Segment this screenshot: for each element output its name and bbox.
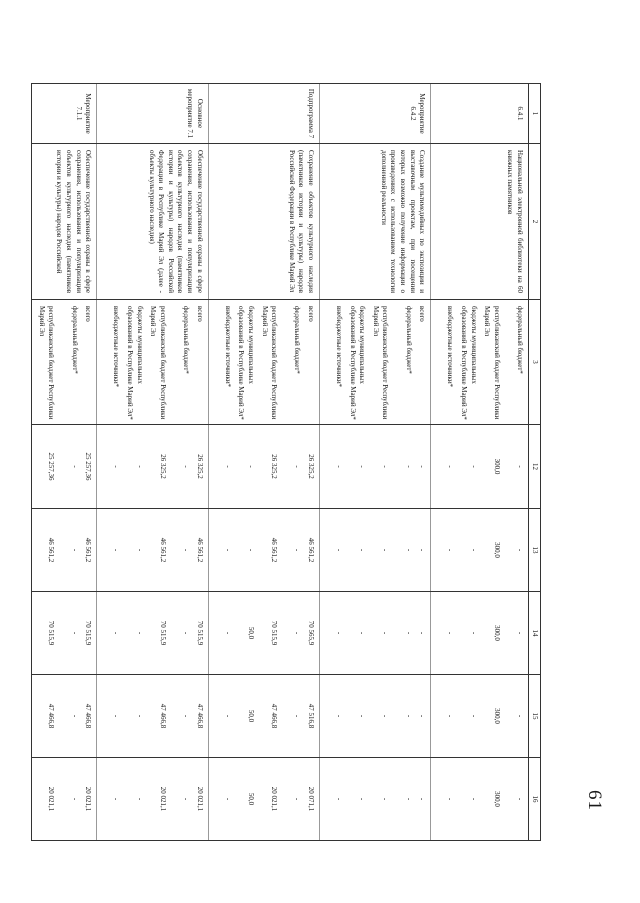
funding-source: всего	[195, 306, 204, 322]
row-code: Мероприятие 6.4.2	[319, 84, 430, 144]
year-values	[97, 592, 208, 675]
value-cell: 26 325,2	[158, 454, 167, 479]
year-values	[32, 592, 97, 675]
year-values	[431, 675, 529, 758]
value-cell: -	[135, 714, 144, 718]
header-row	[529, 84, 541, 841]
value-cell: 300,0	[492, 542, 501, 558]
value-cell: 70 515,9	[158, 620, 167, 646]
value-cell: -	[112, 548, 121, 552]
year-values	[97, 509, 208, 592]
value-cell: -	[418, 797, 427, 801]
value-cell: 300,0	[492, 458, 501, 475]
value-cell: -	[70, 714, 79, 718]
year-values	[319, 592, 430, 675]
year-values	[208, 592, 319, 675]
value-cell: 20 071,1	[306, 786, 315, 812]
value-cell: -	[381, 548, 390, 552]
value-cell: 20 021,1	[84, 786, 93, 812]
funding-source: республиканский бюджет Республики Марий Эл	[149, 306, 167, 420]
value-cell: 70 515,9	[84, 620, 93, 646]
budget-table	[31, 83, 541, 841]
value-cell: 70 565,9	[306, 620, 315, 646]
year-values	[431, 509, 529, 592]
year-values	[208, 675, 319, 758]
funding-source: федеральный бюджет*	[404, 306, 413, 374]
value-cell: -	[70, 797, 79, 801]
value-cell: 70 515,9	[270, 620, 279, 646]
year-values	[32, 509, 97, 592]
table-row	[319, 84, 430, 841]
funding-sources	[319, 300, 430, 425]
value-cell: -	[446, 797, 455, 801]
funding-source: всего	[306, 306, 315, 322]
value-cell: -	[112, 797, 121, 801]
funding-source: республиканский бюджет Республики Марий Эл	[37, 306, 56, 420]
value-cell: -	[516, 797, 524, 801]
header-cell: 13	[529, 509, 541, 592]
value-cell: -	[181, 465, 190, 468]
value-cell: -	[469, 631, 478, 635]
funding-source: республиканский бюджет Республики Марий Эл	[371, 306, 390, 420]
value-cell: -	[181, 714, 190, 718]
value-cell: 300,0	[492, 625, 501, 641]
value-cell: -	[223, 465, 232, 468]
funding-source: бюджеты муниципальных образований в Республике Марий Эл*	[348, 306, 367, 420]
page-number: 61	[584, 790, 605, 811]
value-cell: -	[418, 548, 427, 552]
value-cell: -	[223, 797, 232, 801]
value-cell: -	[112, 631, 121, 635]
value-cell: -	[381, 465, 390, 468]
value-cell: -	[223, 631, 232, 635]
value-cell: 26 325,2	[270, 454, 279, 479]
value-cell: 47 466,8	[158, 703, 167, 729]
funding-sources	[97, 300, 208, 425]
funding-source: бюджеты муниципальных образований в Республике Марий Эл*	[126, 306, 144, 420]
value-cell: -	[469, 714, 478, 718]
header-cell: 14	[529, 592, 541, 675]
value-cell: -	[381, 631, 390, 635]
value-cell: -	[223, 714, 232, 718]
value-cell: -	[293, 548, 302, 552]
value-cell: -	[418, 631, 427, 635]
funding-source: федеральный бюджет*	[293, 306, 302, 374]
value-cell: -	[293, 465, 302, 468]
funding-source: внебюджетные источники*	[446, 306, 455, 388]
funding-source: внебюджетные источники*	[335, 306, 344, 388]
value-cell: -	[404, 797, 413, 801]
value-cell: -	[418, 714, 427, 718]
value-cell: -	[358, 631, 367, 635]
year-values	[431, 758, 529, 841]
funding-source: федеральный бюджет*	[70, 306, 79, 374]
value-cell: 47 466,8	[84, 703, 93, 729]
value-cell: -	[469, 548, 478, 552]
value-cell: -	[70, 631, 79, 635]
row-code: 6.4.1	[431, 84, 529, 144]
row-name: Национальной электронной библиотеки на 60 книжных памятников	[431, 144, 529, 300]
year-values	[97, 758, 208, 841]
value-cell: -	[223, 548, 232, 552]
header-cell: 2	[529, 144, 541, 300]
value-cell: -	[516, 548, 524, 552]
year-values	[319, 509, 430, 592]
value-cell: -	[404, 465, 413, 468]
year-values	[32, 425, 97, 509]
value-cell: 20 021,1	[270, 786, 279, 812]
value-cell: -	[293, 797, 302, 801]
year-values	[208, 425, 319, 509]
year-values	[431, 425, 529, 509]
value-cell: -	[358, 714, 367, 718]
value-cell: -	[135, 548, 144, 552]
value-cell: -	[358, 548, 367, 552]
value-cell: -	[446, 465, 455, 468]
value-cell: 300,0	[492, 708, 501, 724]
value-cell: 70 515,9	[195, 620, 204, 646]
funding-source: всего	[84, 306, 93, 322]
value-cell: -	[516, 714, 524, 718]
value-cell: 20 021,1	[158, 786, 167, 812]
value-cell: -	[335, 797, 344, 801]
funding-source: внебюджетные источники*	[112, 306, 121, 388]
value-cell: 47 466,8	[270, 703, 279, 729]
value-cell: 25 257,36	[84, 452, 93, 481]
header-cell: 16	[529, 758, 541, 841]
value-cell: -	[516, 465, 524, 468]
value-cell: -	[181, 797, 190, 801]
row-name: Обеспечение государственной охраны в сфере сохранения, использования и популяризации объектов культурного наследия (памятников истории и культуры) народов Российской	[32, 144, 97, 300]
value-cell: -	[469, 465, 478, 468]
value-cell: -	[181, 548, 190, 552]
value-cell: 26 325,2	[195, 454, 204, 479]
value-cell: -	[135, 797, 144, 801]
funding-source: внебюджетные источники*	[223, 306, 232, 388]
table-row	[32, 84, 97, 841]
value-cell: -	[335, 714, 344, 718]
value-cell: -	[358, 465, 367, 468]
value-cell: 46 561,2	[195, 537, 204, 563]
value-cell: 46 561,2	[84, 537, 93, 563]
value-cell: -	[70, 548, 79, 552]
funding-source: бюджеты муниципальных образований в Республике Марий Эл*	[237, 306, 255, 420]
year-values	[431, 592, 529, 675]
value-cell: -	[293, 714, 302, 718]
value-cell: -	[418, 465, 427, 468]
funding-sources	[431, 300, 529, 425]
year-values	[208, 758, 319, 841]
value-cell: 50,0	[246, 709, 255, 723]
row-name: Обеспечение государственной охраны в сфере сохранения, использования и популяризации объектов культурного наследия (памятников истории и культуры) народов Российской Федерации в Республике Марий Эл (далее - объекты культурного наследия)	[97, 144, 208, 300]
year-values	[319, 675, 430, 758]
value-cell: -	[404, 714, 413, 718]
value-cell: -	[246, 465, 255, 468]
value-cell: -	[381, 714, 390, 718]
value-cell: 47 516,8	[306, 703, 315, 729]
value-cell: -	[381, 797, 390, 801]
funding-source: всего	[418, 306, 427, 322]
value-cell: -	[446, 714, 455, 718]
value-cell: -	[335, 631, 344, 635]
year-values	[97, 675, 208, 758]
value-cell: -	[246, 548, 255, 552]
table-body	[32, 84, 529, 841]
value-cell: 50,0	[246, 626, 255, 640]
funding-source: республиканский бюджет Республики Марий Эл	[260, 306, 279, 420]
value-cell: -	[135, 465, 144, 468]
row-code: Подпрограмма 7	[208, 84, 319, 144]
year-values	[208, 509, 319, 592]
header-cell: 15	[529, 675, 541, 758]
header-cell: 3	[529, 300, 541, 425]
value-cell: 46 561,2	[270, 537, 279, 563]
year-values	[97, 425, 208, 509]
value-cell: -	[293, 631, 302, 635]
header-cell: 12	[529, 425, 541, 509]
value-cell: 20 021,1	[195, 786, 204, 812]
funding-source: федеральный бюджет*	[516, 306, 524, 374]
year-values	[319, 758, 430, 841]
funding-sources	[208, 300, 319, 425]
value-cell: -	[358, 797, 367, 801]
value-cell: 46 561,2	[47, 537, 56, 563]
row-name: Сохранение объектов культурного наследия (памятников истории и культуры) народов Российской Федерации в Республике Марий Эл	[208, 144, 319, 300]
value-cell: -	[404, 548, 413, 552]
year-values	[32, 758, 97, 841]
value-cell: 300,0	[492, 791, 501, 807]
funding-sources	[32, 300, 97, 425]
value-cell: 47 466,8	[47, 703, 56, 729]
value-cell: 70 515,9	[47, 620, 56, 646]
value-cell: 46 561,2	[158, 537, 167, 563]
funding-source: бюджеты муниципальных образований в Республике Марий Эл*	[460, 306, 478, 420]
row-code: Основное мероприятие 7.1	[97, 84, 208, 144]
value-cell: -	[181, 631, 190, 635]
header-cell: 1	[529, 84, 541, 144]
value-cell: -	[335, 548, 344, 552]
value-cell: -	[335, 465, 344, 468]
value-cell: 20 021,1	[47, 786, 56, 812]
table-row	[431, 84, 529, 841]
funding-source: федеральный бюджет*	[181, 306, 190, 374]
row-code: Мероприятие 7.1.1	[32, 84, 97, 144]
value-cell: 25 257,36	[47, 452, 56, 481]
value-cell: -	[469, 797, 478, 801]
table-row	[97, 84, 208, 841]
value-cell: -	[516, 631, 524, 635]
value-cell: 47 466,8	[195, 703, 204, 729]
year-values	[319, 425, 430, 509]
value-cell: -	[404, 631, 413, 635]
year-values	[32, 675, 97, 758]
value-cell: -	[135, 631, 144, 635]
row-name: Создание мультимедийных по экспозиции и выставочным проектам, при посещении которых возможно получение информации о произведениях с использованием технологии дополненной реальности	[319, 144, 430, 300]
value-cell: 46 561,2	[306, 537, 315, 563]
value-cell: -	[70, 465, 79, 468]
value-cell: 50,0	[246, 792, 255, 806]
value-cell: -	[112, 465, 121, 468]
value-cell: -	[112, 714, 121, 718]
value-cell: -	[446, 631, 455, 635]
funding-source: республиканский бюджет Республики Марий Эл	[483, 306, 501, 420]
value-cell: -	[446, 548, 455, 552]
value-cell: 26 325,2	[306, 454, 315, 479]
table-row	[208, 84, 319, 841]
